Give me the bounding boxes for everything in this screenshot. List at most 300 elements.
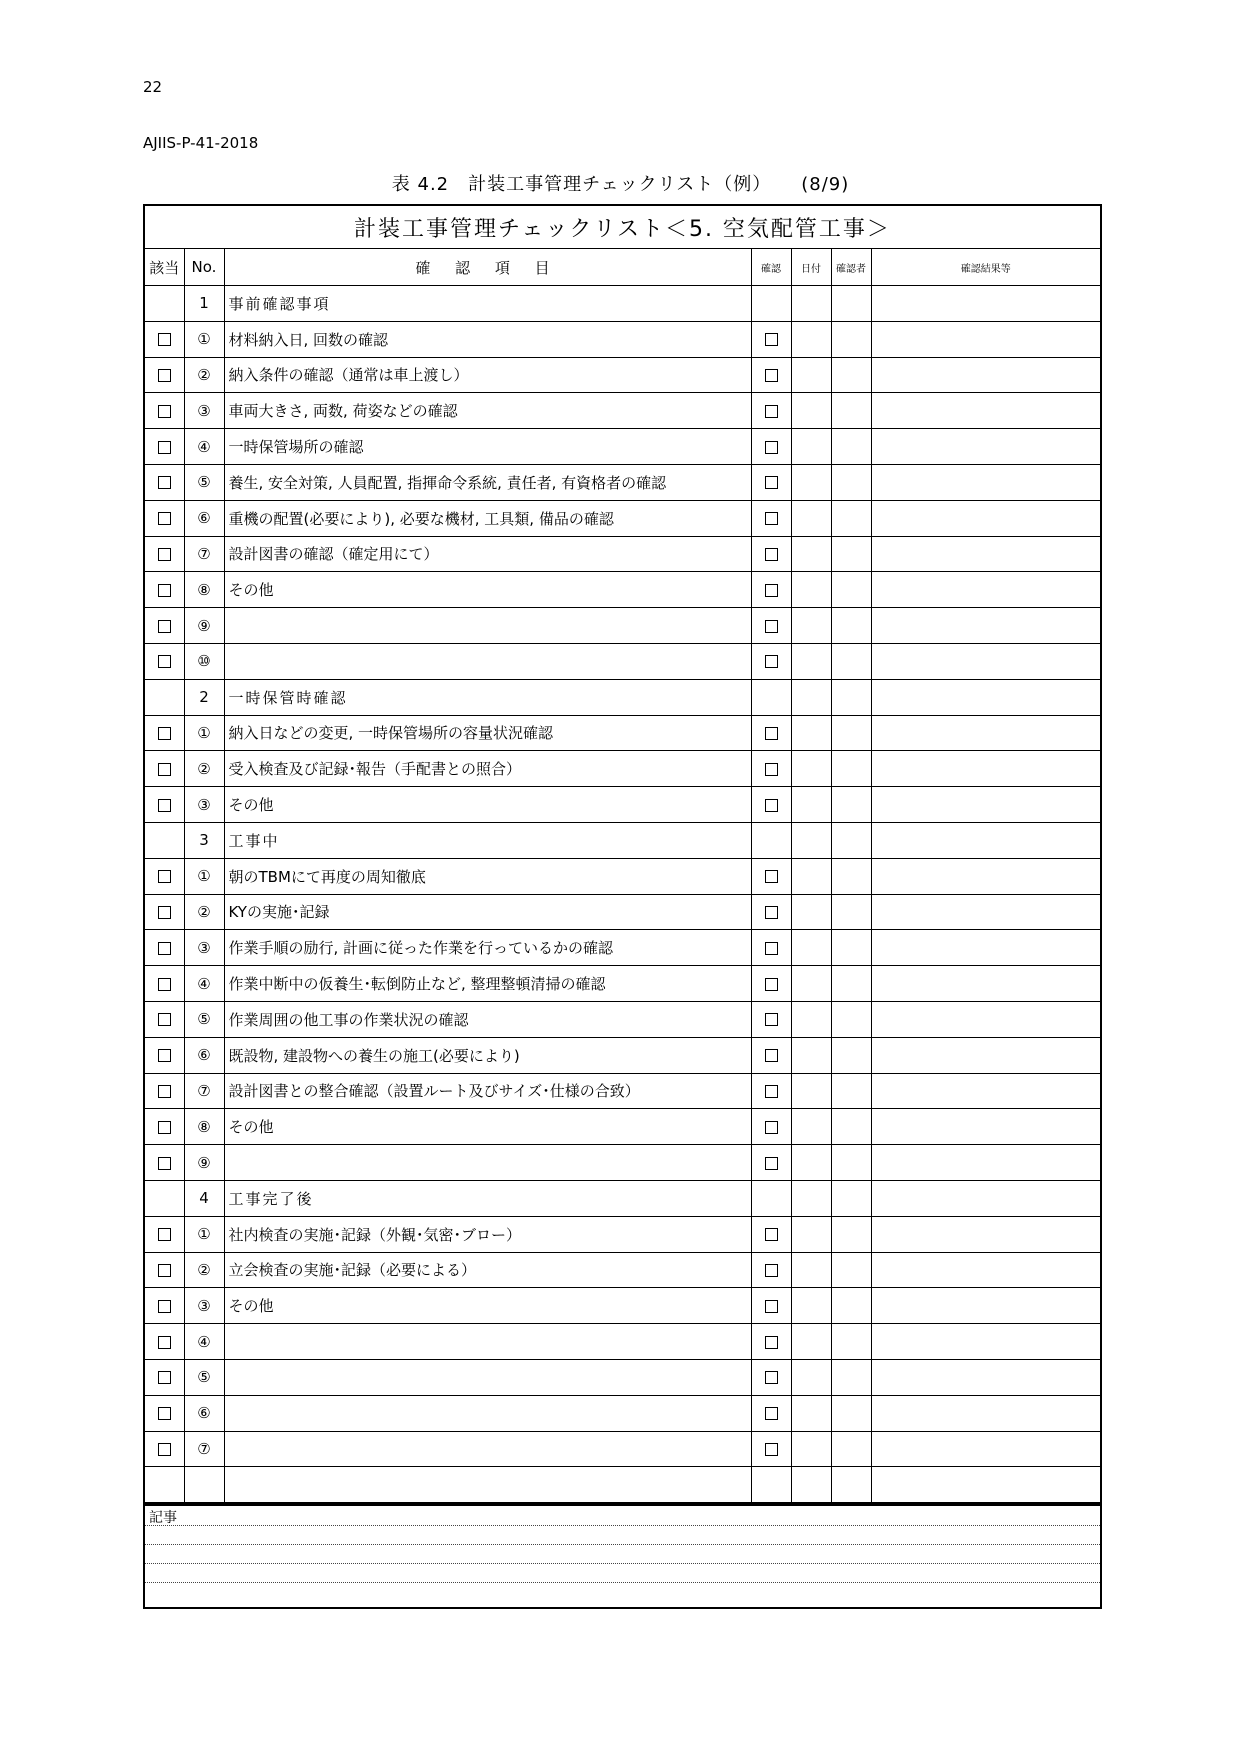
- result-cell[interactable]: [871, 1145, 1101, 1181]
- applicable-checkbox[interactable]: [158, 369, 171, 382]
- confirm-cell: [751, 1324, 791, 1360]
- confirm-checkbox[interactable]: [765, 906, 778, 919]
- table-row: [144, 1145, 1101, 1181]
- header-row: [144, 249, 1101, 286]
- table-row: [144, 1216, 1101, 1252]
- confirm-cell: [751, 1180, 791, 1216]
- notes-label: 記事: [149, 1510, 177, 1526]
- result-cell[interactable]: [871, 1324, 1101, 1360]
- table-row: [144, 1395, 1101, 1431]
- item-text: 納入条件の確認（通常は車上渡し）: [224, 357, 751, 393]
- table-row: [144, 1037, 1101, 1073]
- item-number: ①: [184, 321, 224, 357]
- notes-area: [143, 1504, 1102, 1609]
- applicable-cell: [144, 1001, 184, 1037]
- checklist-table: [143, 204, 1102, 1504]
- applicable-cell: [144, 751, 184, 787]
- result-cell[interactable]: [871, 536, 1101, 572]
- table-row: [144, 357, 1101, 393]
- checker-cell[interactable]: [831, 536, 871, 572]
- checker-cell[interactable]: [831, 715, 871, 751]
- checker-cell[interactable]: [831, 1252, 871, 1288]
- checker-cell[interactable]: [831, 357, 871, 393]
- confirm-checkbox[interactable]: [765, 476, 778, 489]
- confirm-checkbox[interactable]: [765, 1228, 778, 1241]
- date-cell[interactable]: [791, 357, 831, 393]
- confirm-cell: [751, 894, 791, 930]
- confirm-checkbox[interactable]: [765, 1085, 778, 1098]
- caption-page-of: (8/9): [801, 174, 850, 195]
- date-cell: [791, 286, 831, 322]
- checker-cell[interactable]: [831, 393, 871, 429]
- date-cell[interactable]: [791, 1109, 831, 1145]
- confirm-checkbox[interactable]: [765, 441, 778, 454]
- checker-cell[interactable]: [831, 858, 871, 894]
- result-cell[interactable]: [871, 894, 1101, 930]
- table-row: [144, 643, 1101, 679]
- applicable-cell: [144, 822, 184, 858]
- applicable-cell: [144, 1324, 184, 1360]
- checker-cell[interactable]: [831, 429, 871, 465]
- date-cell[interactable]: [791, 1324, 831, 1360]
- item-number: ⑥: [184, 500, 224, 536]
- item-number: ③: [184, 1288, 224, 1324]
- item-text: 設計図書の確認（確定用にて）: [224, 536, 751, 572]
- confirm-cell: [751, 643, 791, 679]
- result-cell[interactable]: [871, 1073, 1101, 1109]
- applicable-checkbox[interactable]: [158, 1443, 171, 1456]
- checker-cell[interactable]: [831, 1324, 871, 1360]
- item-number: ③: [184, 393, 224, 429]
- table-row: [144, 500, 1101, 536]
- item-number: ⑧: [184, 572, 224, 608]
- result-cell: [871, 822, 1101, 858]
- result-cell[interactable]: [871, 858, 1101, 894]
- applicable-checkbox[interactable]: [158, 870, 171, 883]
- date-cell[interactable]: [791, 1216, 831, 1252]
- confirm-cell: [751, 286, 791, 322]
- confirm-cell: [751, 930, 791, 966]
- applicable-checkbox[interactable]: [158, 655, 171, 668]
- note-line: [145, 1544, 1100, 1545]
- date-cell[interactable]: [791, 894, 831, 930]
- table-row: [144, 321, 1101, 357]
- confirm-cell: [751, 608, 791, 644]
- item-number: ①: [184, 858, 224, 894]
- date-cell[interactable]: [791, 787, 831, 823]
- date-cell[interactable]: [791, 643, 831, 679]
- item-number: ②: [184, 357, 224, 393]
- confirm-checkbox[interactable]: [765, 978, 778, 991]
- caption-title: 表 4.2 計装工事管理チェックリスト（例）: [391, 174, 772, 195]
- blank-cell: [224, 1467, 751, 1503]
- document-code: AJIIS-P-41-2018: [143, 134, 259, 152]
- header-item: 確 認 項 目: [224, 249, 751, 286]
- table-row: [144, 966, 1101, 1002]
- item-number: ⑨: [184, 1145, 224, 1181]
- item-text: [224, 1395, 751, 1431]
- result-cell[interactable]: [871, 429, 1101, 465]
- applicable-checkbox[interactable]: [158, 512, 171, 525]
- applicable-checkbox[interactable]: [158, 978, 171, 991]
- table-row: [144, 894, 1101, 930]
- applicable-checkbox[interactable]: [158, 1085, 171, 1098]
- result-cell[interactable]: [871, 1288, 1101, 1324]
- item-number: ①: [184, 715, 224, 751]
- result-cell[interactable]: [871, 1001, 1101, 1037]
- applicable-cell: [144, 715, 184, 751]
- confirm-cell: [751, 1288, 791, 1324]
- date-cell[interactable]: [791, 393, 831, 429]
- date-cell[interactable]: [791, 1431, 831, 1467]
- result-cell[interactable]: [871, 608, 1101, 644]
- section-row: [144, 679, 1101, 715]
- checker-cell[interactable]: [831, 787, 871, 823]
- section-number: 3: [184, 822, 224, 858]
- confirm-cell: [751, 500, 791, 536]
- date-cell[interactable]: [791, 1395, 831, 1431]
- table-title-row: [144, 205, 1101, 249]
- result-cell[interactable]: [871, 930, 1101, 966]
- confirm-cell: [751, 751, 791, 787]
- item-number: ④: [184, 966, 224, 1002]
- result-cell[interactable]: [871, 751, 1101, 787]
- confirm-checkbox[interactable]: [765, 763, 778, 776]
- confirm-checkbox[interactable]: [765, 333, 778, 346]
- applicable-checkbox[interactable]: [158, 727, 171, 740]
- result-cell[interactable]: [871, 643, 1101, 679]
- section-label: 工事中: [224, 822, 751, 858]
- header-checker: 確認者: [831, 249, 871, 286]
- note-line: [145, 1563, 1100, 1564]
- item-text: [224, 1145, 751, 1181]
- applicable-checkbox[interactable]: [158, 1157, 171, 1170]
- date-cell[interactable]: [791, 429, 831, 465]
- confirm-checkbox[interactable]: [765, 1443, 778, 1456]
- table-row: [144, 464, 1101, 500]
- date-cell[interactable]: [791, 751, 831, 787]
- applicable-checkbox[interactable]: [158, 333, 171, 346]
- confirm-cell: [751, 1252, 791, 1288]
- applicable-cell: [144, 858, 184, 894]
- date-cell[interactable]: [791, 464, 831, 500]
- result-cell[interactable]: [871, 1252, 1101, 1288]
- applicable-cell: [144, 894, 184, 930]
- item-text: KYの実施･記録: [224, 894, 751, 930]
- confirm-cell: [751, 1431, 791, 1467]
- item-text: 既設物, 建設物への養生の施工(必要により): [224, 1037, 751, 1073]
- confirm-checkbox[interactable]: [765, 1157, 778, 1170]
- item-text: [224, 608, 751, 644]
- applicable-cell: [144, 1037, 184, 1073]
- item-number: ③: [184, 787, 224, 823]
- applicable-checkbox[interactable]: [158, 1121, 171, 1134]
- checker-cell[interactable]: [831, 1395, 871, 1431]
- section-number: 4: [184, 1180, 224, 1216]
- confirm-checkbox[interactable]: [765, 727, 778, 740]
- blank-cell: [871, 1467, 1101, 1503]
- confirm-checkbox[interactable]: [765, 620, 778, 633]
- date-cell[interactable]: [791, 321, 831, 357]
- table-row: [144, 429, 1101, 465]
- result-cell: [871, 286, 1101, 322]
- checker-cell[interactable]: [831, 894, 871, 930]
- result-cell[interactable]: [871, 464, 1101, 500]
- table-row: [144, 1324, 1101, 1360]
- table-row: [144, 787, 1101, 823]
- result-cell[interactable]: [871, 1359, 1101, 1395]
- date-cell[interactable]: [791, 1288, 831, 1324]
- item-number: ①: [184, 1216, 224, 1252]
- note-line: [145, 1582, 1100, 1583]
- date-cell[interactable]: [791, 858, 831, 894]
- item-text: 受入検査及び記録･報告（手配書との照合）: [224, 751, 751, 787]
- date-cell[interactable]: [791, 1001, 831, 1037]
- applicable-cell: [144, 286, 184, 322]
- table-row: [144, 1109, 1101, 1145]
- checker-cell[interactable]: [831, 464, 871, 500]
- confirm-checkbox[interactable]: [765, 799, 778, 812]
- checker-cell[interactable]: [831, 751, 871, 787]
- confirm-checkbox[interactable]: [765, 405, 778, 418]
- checker-cell[interactable]: [831, 1001, 871, 1037]
- date-cell[interactable]: [791, 930, 831, 966]
- confirm-cell: [751, 1109, 791, 1145]
- confirm-checkbox[interactable]: [765, 1121, 778, 1134]
- item-text: 設計図書との整合確認（設置ルート及びサイズ･仕様の合致）: [224, 1073, 751, 1109]
- confirm-checkbox[interactable]: [765, 1264, 778, 1277]
- item-text: 重機の配置(必要により), 必要な機材, 工具類, 備品の確認: [224, 500, 751, 536]
- item-text: 社内検査の実施･記録（外観･気密･ブロー）: [224, 1216, 751, 1252]
- checker-cell[interactable]: [831, 1359, 871, 1395]
- checker-cell[interactable]: [831, 1073, 871, 1109]
- applicable-checkbox[interactable]: [158, 763, 171, 776]
- page-number: 22: [143, 78, 163, 96]
- result-cell[interactable]: [871, 966, 1101, 1002]
- header-date: 日付: [791, 249, 831, 286]
- checker-cell[interactable]: [831, 1288, 871, 1324]
- applicable-cell: [144, 608, 184, 644]
- applicable-checkbox[interactable]: [158, 441, 171, 454]
- item-text: 納入日などの変更, 一時保管場所の容量状況確認: [224, 715, 751, 751]
- applicable-checkbox[interactable]: [158, 1407, 171, 1420]
- item-text: [224, 1431, 751, 1467]
- applicable-cell: [144, 787, 184, 823]
- confirm-checkbox[interactable]: [765, 1407, 778, 1420]
- confirm-checkbox[interactable]: [765, 584, 778, 597]
- checker-cell[interactable]: [831, 1037, 871, 1073]
- result-cell[interactable]: [871, 715, 1101, 751]
- result-cell[interactable]: [871, 572, 1101, 608]
- checker-cell[interactable]: [831, 1145, 871, 1181]
- table-row: [144, 930, 1101, 966]
- blank-cell: [791, 1467, 831, 1503]
- confirm-cell: [751, 357, 791, 393]
- checker-cell[interactable]: [831, 572, 871, 608]
- confirm-checkbox[interactable]: [765, 870, 778, 883]
- item-text: その他: [224, 787, 751, 823]
- confirm-cell: [751, 393, 791, 429]
- item-number: ⑦: [184, 536, 224, 572]
- applicable-checkbox[interactable]: [158, 584, 171, 597]
- table-row: [144, 715, 1101, 751]
- applicable-cell: [144, 1073, 184, 1109]
- item-number: ⑦: [184, 1431, 224, 1467]
- item-text: 立会検査の実施･記録（必要による）: [224, 1252, 751, 1288]
- date-cell: [791, 679, 831, 715]
- item-text: その他: [224, 1109, 751, 1145]
- applicable-checkbox[interactable]: [158, 1264, 171, 1277]
- checker-cell[interactable]: [831, 643, 871, 679]
- item-number: ③: [184, 930, 224, 966]
- result-cell[interactable]: [871, 1431, 1101, 1467]
- item-text: [224, 1324, 751, 1360]
- confirm-checkbox[interactable]: [765, 369, 778, 382]
- date-cell[interactable]: [791, 572, 831, 608]
- result-cell: [871, 1180, 1101, 1216]
- checker-cell[interactable]: [831, 1216, 871, 1252]
- table-caption: [0, 170, 1241, 196]
- applicable-cell: [144, 536, 184, 572]
- applicable-checkbox[interactable]: [158, 405, 171, 418]
- date-cell[interactable]: [791, 1252, 831, 1288]
- item-number: ⑦: [184, 1073, 224, 1109]
- applicable-checkbox[interactable]: [158, 476, 171, 489]
- applicable-checkbox[interactable]: [158, 1228, 171, 1241]
- date-cell[interactable]: [791, 715, 831, 751]
- result-cell[interactable]: [871, 393, 1101, 429]
- table-title: 計装工事管理チェックリスト＜5. 空気配管工事＞: [144, 205, 1101, 249]
- table-row: [144, 536, 1101, 572]
- table-row: [144, 1431, 1101, 1467]
- checker-cell: [831, 679, 871, 715]
- applicable-cell: [144, 1216, 184, 1252]
- checker-cell[interactable]: [831, 966, 871, 1002]
- header-confirm: 確認: [751, 249, 791, 286]
- item-number: ②: [184, 1252, 224, 1288]
- item-number: ⑤: [184, 464, 224, 500]
- applicable-checkbox[interactable]: [158, 1013, 171, 1026]
- confirm-checkbox[interactable]: [765, 655, 778, 668]
- applicable-checkbox[interactable]: [158, 1049, 171, 1062]
- checker-cell[interactable]: [831, 500, 871, 536]
- blank-cell: [831, 1467, 871, 1503]
- item-number: ⑥: [184, 1395, 224, 1431]
- confirm-cell: [751, 1216, 791, 1252]
- result-cell[interactable]: [871, 500, 1101, 536]
- date-cell[interactable]: [791, 1037, 831, 1073]
- confirm-cell: [751, 1001, 791, 1037]
- applicable-checkbox[interactable]: [158, 1300, 171, 1313]
- checker-cell: [831, 286, 871, 322]
- confirm-cell: [751, 321, 791, 357]
- confirm-checkbox[interactable]: [765, 512, 778, 525]
- table-row: [144, 393, 1101, 429]
- applicable-cell: [144, 1180, 184, 1216]
- item-number: ④: [184, 429, 224, 465]
- confirm-cell: [751, 429, 791, 465]
- result-cell[interactable]: [871, 1109, 1101, 1145]
- item-text: 朝のTBMにて再度の周知徹底: [224, 858, 751, 894]
- applicable-checkbox[interactable]: [158, 942, 171, 955]
- confirm-checkbox[interactable]: [765, 1300, 778, 1313]
- confirm-cell: [751, 715, 791, 751]
- result-cell[interactable]: [871, 1395, 1101, 1431]
- confirm-cell: [751, 858, 791, 894]
- date-cell[interactable]: [791, 966, 831, 1002]
- confirm-cell: [751, 787, 791, 823]
- item-text: [224, 1359, 751, 1395]
- checker-cell[interactable]: [831, 1431, 871, 1467]
- confirm-cell: [751, 1145, 791, 1181]
- applicable-cell: [144, 679, 184, 715]
- result-cell[interactable]: [871, 1037, 1101, 1073]
- section-row: [144, 822, 1101, 858]
- section-label: 工事完了後: [224, 1180, 751, 1216]
- section-label: 一時保管時確認: [224, 679, 751, 715]
- header-result: 確認結果等: [871, 249, 1101, 286]
- date-cell[interactable]: [791, 1073, 831, 1109]
- item-text: 作業中断中の仮養生･転倒防止など, 整理整頓清掃の確認: [224, 966, 751, 1002]
- blank-cell: [184, 1467, 224, 1503]
- result-cell[interactable]: [871, 1216, 1101, 1252]
- table-row: [144, 858, 1101, 894]
- item-text: 車両大きさ, 両数, 荷姿などの確認: [224, 393, 751, 429]
- item-number: ⑥: [184, 1037, 224, 1073]
- date-cell: [791, 1180, 831, 1216]
- date-cell[interactable]: [791, 608, 831, 644]
- applicable-cell: [144, 930, 184, 966]
- date-cell[interactable]: [791, 500, 831, 536]
- result-cell[interactable]: [871, 321, 1101, 357]
- section-label: 事前確認事項: [224, 286, 751, 322]
- confirm-cell: [751, 822, 791, 858]
- applicable-checkbox[interactable]: [158, 1336, 171, 1349]
- item-number: ⑨: [184, 608, 224, 644]
- item-number: ④: [184, 1324, 224, 1360]
- confirm-checkbox[interactable]: [765, 548, 778, 561]
- item-text: その他: [224, 1288, 751, 1324]
- confirm-cell: [751, 966, 791, 1002]
- applicable-checkbox[interactable]: [158, 906, 171, 919]
- checker-cell[interactable]: [831, 930, 871, 966]
- checker-cell[interactable]: [831, 1109, 871, 1145]
- applicable-checkbox[interactable]: [158, 799, 171, 812]
- item-number: ⑤: [184, 1359, 224, 1395]
- result-cell[interactable]: [871, 357, 1101, 393]
- date-cell[interactable]: [791, 1359, 831, 1395]
- checker-cell: [831, 1180, 871, 1216]
- confirm-checkbox[interactable]: [765, 1336, 778, 1349]
- applicable-checkbox[interactable]: [158, 1371, 171, 1384]
- checker-cell[interactable]: [831, 608, 871, 644]
- confirm-checkbox[interactable]: [765, 1013, 778, 1026]
- checker-cell[interactable]: [831, 321, 871, 357]
- applicable-checkbox[interactable]: [158, 620, 171, 633]
- confirm-cell: [751, 1073, 791, 1109]
- result-cell[interactable]: [871, 787, 1101, 823]
- applicable-cell: [144, 1431, 184, 1467]
- confirm-checkbox[interactable]: [765, 1049, 778, 1062]
- date-cell[interactable]: [791, 536, 831, 572]
- blank-cell: [751, 1467, 791, 1503]
- confirm-checkbox[interactable]: [765, 1371, 778, 1384]
- table-row: [144, 1252, 1101, 1288]
- table-row: [144, 751, 1101, 787]
- confirm-checkbox[interactable]: [765, 942, 778, 955]
- date-cell[interactable]: [791, 1145, 831, 1181]
- applicable-checkbox[interactable]: [158, 548, 171, 561]
